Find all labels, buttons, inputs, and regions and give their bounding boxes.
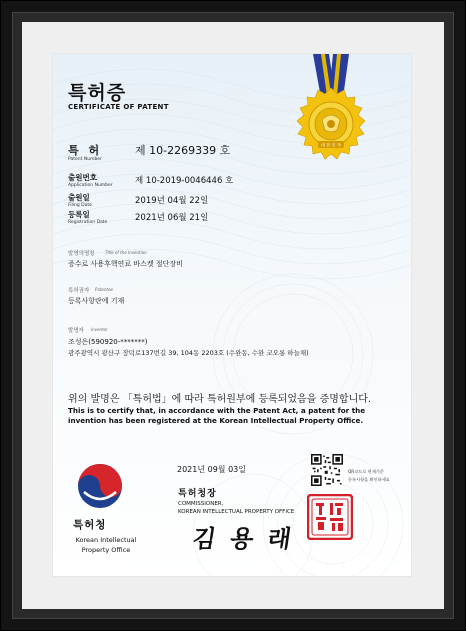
commissioner-title-ko: 특허청장 [178, 489, 217, 499]
qr-note-line2: 등록사항을 확인하세요 [348, 477, 390, 482]
commissioner-seal-text [307, 494, 353, 540]
patentee-value: 등록사항란에 기재 [68, 297, 125, 305]
application-number-value: 제 10-2019-0046446 호 [135, 176, 234, 186]
registration-date-label-en: Registration Date [68, 220, 108, 225]
certificate-title-ko: 특허증 [68, 82, 127, 104]
qr-code[interactable] [311, 454, 343, 486]
patentee-label: 특허권자 [68, 288, 90, 294]
inventor-name: 조성은(590920-*******) [68, 338, 148, 346]
application-number-label-en: Application Number [68, 183, 113, 188]
invention-label: 발명의명칭 [68, 251, 95, 257]
commissioner-title-en-line1: COMMISSIONER, [178, 501, 224, 507]
kipo-name-ko: 특허청 [73, 519, 107, 531]
certification-statement-en: This is to certify that, in accordance with the Patent Act, a patent for the invention has been registered at the Korean Intellectual Property Office. [68, 406, 366, 425]
certification-statement-ko: 위의 발명은 「특허법」에 따라 특허원부에 등록되었음을 증명합니다. [68, 394, 372, 405]
medal-ribbon-label: 대 한 민 국 [320, 142, 342, 148]
registration-date-value: 2021년 06월 21일 [135, 213, 209, 223]
filing-date-value: 2019년 04월 22일 [135, 196, 209, 206]
kipo-taegeuk-logo [76, 462, 124, 510]
patent-number-label-en: Patent Number [68, 157, 102, 162]
inventor-label-en: Inventor [91, 327, 108, 332]
filing-date-label-en: Filing Date [68, 203, 92, 208]
invention-label-en: Title of the Invention [105, 250, 147, 255]
kipo-name-en-line2: Property Office [81, 546, 131, 554]
patent-certificate [52, 53, 412, 577]
filing-date-label: 출원일 [68, 193, 90, 202]
commissioner-signature: 김 용 래 [190, 524, 297, 553]
application-number-label: 출원번호 [68, 173, 97, 182]
patent-number-value: 제 10-2269339 호 [135, 144, 231, 157]
invention-title: 증수로 사용후핵연료 바스켓 절단장비 [68, 260, 183, 268]
gold-medal [285, 54, 375, 169]
patentee-label-en: Patentee [95, 287, 113, 292]
inventor-label: 발명자 [68, 328, 84, 334]
inventor-address: 광주광역시 광산구 장덕로137번길 39, 104동 2203호 (수완동, 수완 코오롱 하늘채) [68, 349, 309, 357]
issue-date: 2021년 09월 03일 [177, 465, 246, 474]
commissioner-title-en-line2: KOREAN INTELLECTUAL PROPERTY OFFICE [178, 509, 295, 515]
qr-note-line1: QR코드로 현재기준 [348, 469, 384, 474]
registration-date-label: 등록일 [68, 210, 90, 219]
kipo-name-en-line1: Korean Intellectual [75, 536, 137, 544]
certificate-title-en: CERTIFICATE OF PATENT [68, 103, 169, 111]
patent-number-label: 특 허 [68, 144, 103, 157]
